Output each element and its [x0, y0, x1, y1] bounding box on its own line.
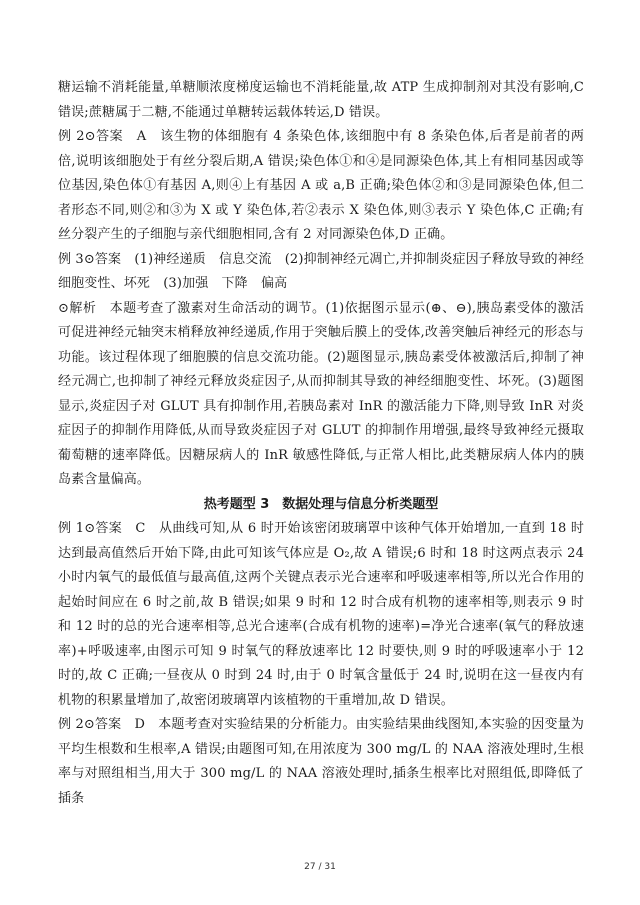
paragraph-example-2: 例 2⊙答案 A 该生物的体细胞有 4 条染色体,该细胞中有 8 条染色体,后者是前者的两倍,说明该细胞处于有丝分裂后期,A 错误;染色体①和④是同源染色体,其上有相同基因或等位基因,染色体①有基因 A,则④上有基因 A 或 a,B 正确;染色体②和③是同源染色体,但二者形态不同,则②和③为 X 或 Y 染色体,若②表示 X 染色体,则③表示 Y 染色体,C 正确;有丝分裂产生的子细胞与亲代细胞相同,含有 2 对同源染色体,D 正确。: [58, 129, 584, 242]
section-heading: 热考题型 3 数据处理与信息分析类题型: [203, 496, 439, 512]
page-number: 27 / 31: [304, 862, 336, 872]
paragraph-1: 糖运输不消耗能量,单糖顺浓度梯度运输也不消耗能量,故 ATP 生成抑制剂对其没有影响,C 错误;蔗糖属于二糖,不能通过单糖转运载体转运,D 错误。: [58, 80, 584, 120]
paragraph-example-3-answer: 例 3⊙答案 (1)神经递质 信息交流 (2)抑制神经元凋亡,并抑制炎症因子释放导致的神经细胞变性、坏死 (3)加强 下降 偏高: [58, 251, 585, 291]
paragraph-example-3-analysis: ⊙解析 本题考查了激素对生命活动的调节。(1)依据图示显示(⊕、⊖),胰岛素受体的激活可促进神经元轴突末梢释放神经递质,作用于突触后膜上的受体,改善突触后神经元的形态与功能。该过程体现了细胞膜的信息交流功能。(2)题图显示,胰岛素受体被激活后,抑制了神经元凋亡,也抑制了神经元释放炎症因子,从而抑制其导致的神经细胞变性、坏死。(3)题图显示,炎症因子对 GLUT 具有抑制作用,若胰岛素对 InR 的激活能力下降,则导致 InR 对炎症因子的抑制作用降低,从而导致炎症因子对 GLUT 的抑制作用增强,最终导致神经元摄取葡萄糖的速率降低。因糖尿病人的 InR 敏感性降低,与正常人相比,此类糖尿病人体内的胰岛素含量偏高。: [58, 300, 584, 487]
document-body: [58, 76, 584, 811]
paragraph-section3-example-2: 例 2⊙答案 D 本题考查对实验结果的分析能力。由实验结果曲线图知,本实验的因变量为平均生根数和生根率,A 错误;由题图可知,在用浓度为 300 mg/L 的 NAA 溶液处理时,生根率与对照组相当,用大于 300 mg/L 的 NAA 溶液处理时,插条生根率比对照组低,即降低了插条: [58, 717, 584, 806]
paragraph-section3-example-1: 例 1⊙答案 C 从曲线可知,从 6 时开始该密闭玻璃罩中该种气体开始增加,一直到 18 时达到最高值然后开始下降,由此可知该气体应是 O₂,故 A 错误;6 时和 18 时这两点表示 24 小时内氧气的最低值与最高值,这两个关键点表示光合速率和呼吸速率相等,所以光合作用的起始时间应在 6 时之前,故 B 错误;如果 9 时和 12 时合成有机物的速率相等,则表示 9 时和 12 时的总的光合速率相等,总光合速率(合成有机物的速率)=净光合速率(氧气的释放速率)+呼吸速率,由图示可知 9 时氧气的释放速率比 12 时要快,则 9 时的呼吸速率小于 12 时的,故 C 正确;一昼夜从 0 时到 24 时,由于 0 时氧含量低于 24 时,说明在这一昼夜内有机物的积累量增加了,故密闭玻璃罩内该植物的干重增加,故 D 错误。: [58, 521, 584, 708]
